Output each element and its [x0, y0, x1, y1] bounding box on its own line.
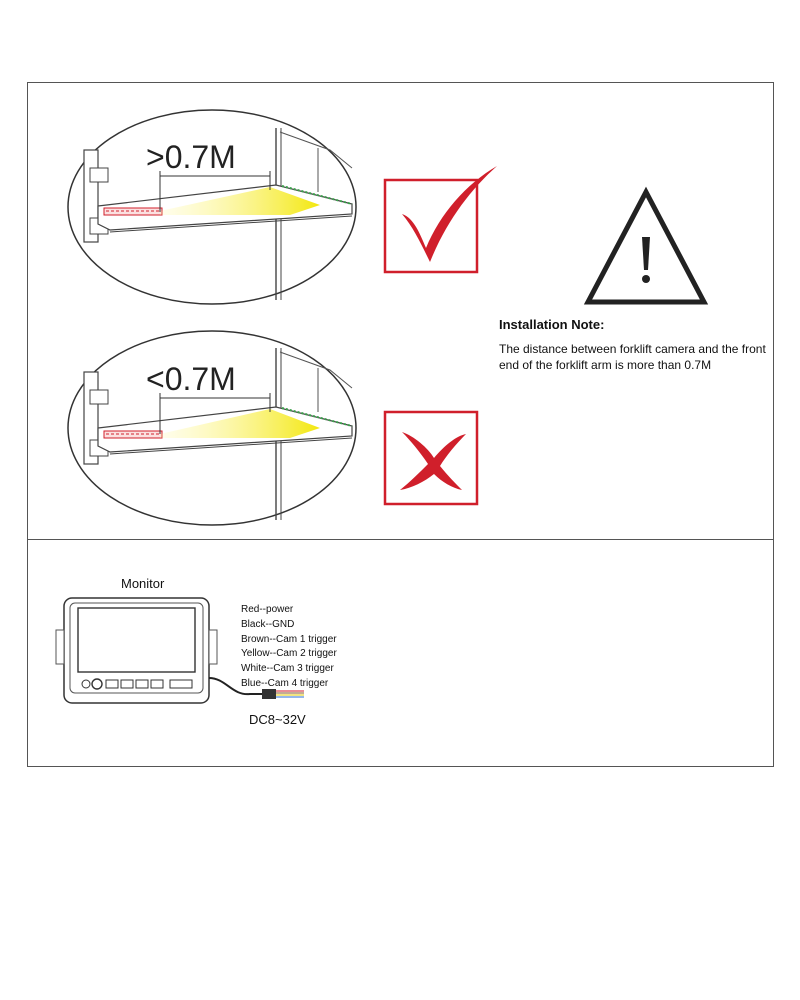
wire-label-yellow: Yellow--Cam 2 trigger [241, 648, 337, 660]
wire-label-black: Black--GND [241, 618, 295, 630]
voltage-label: DC8~32V [249, 712, 306, 727]
wire-label-white: White--Cam 3 trigger [241, 663, 334, 675]
correct-distance-label: >0.7M [146, 139, 236, 175]
wire-label-brown: Brown--Cam 1 trigger [241, 633, 337, 645]
incorrect-distance-label: <0.7M [146, 361, 236, 397]
installation-note-text: The distance between forklift camera and the front end of the forklift arm is more than 0.7M [499, 342, 766, 372]
monitor-label: Monitor [121, 576, 165, 591]
wire-label-blue: Blue--Cam 4 trigger [241, 677, 329, 689]
warning-triangle-icon [588, 192, 704, 302]
installation-note-title: Installation Note: [499, 317, 605, 332]
wire-label-red: Red--power [241, 604, 294, 615]
wire-color-legend [241, 603, 337, 692]
cross-icon [385, 412, 477, 504]
checkmark-icon [385, 166, 497, 272]
